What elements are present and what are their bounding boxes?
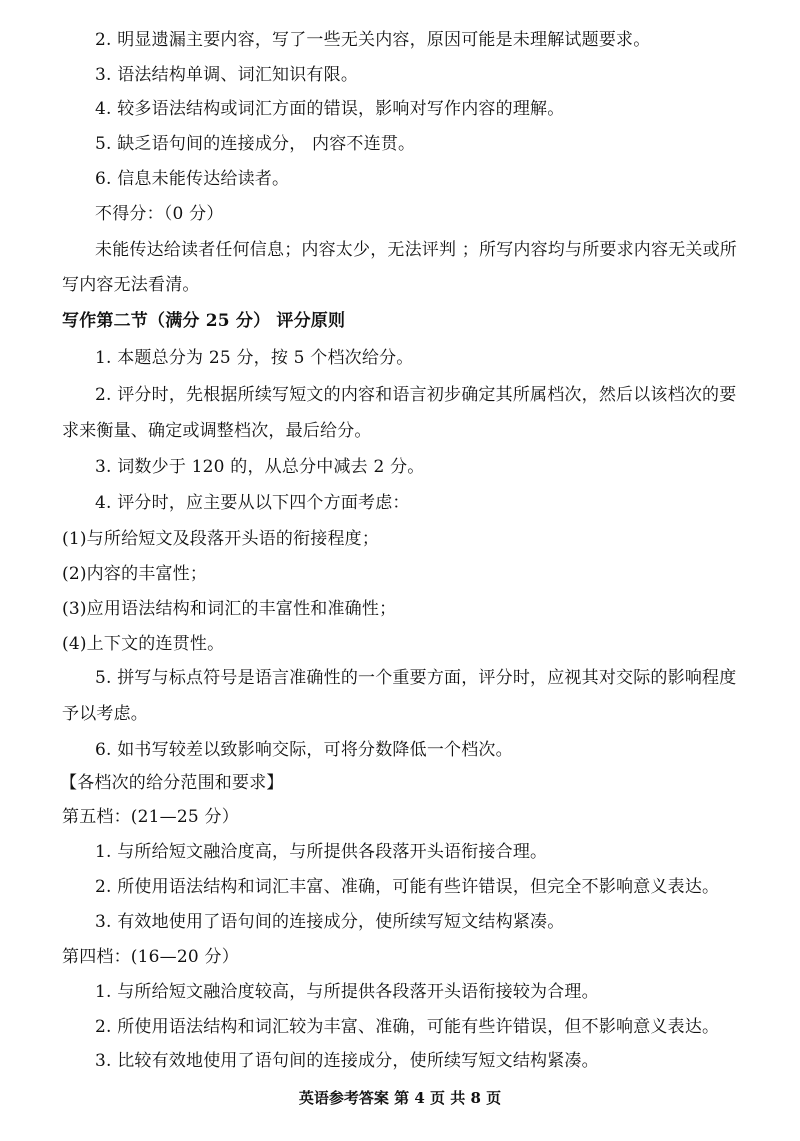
rule-2-line1: 2. 评分时，先根据所续写短文的内容和语言初步确定其所属档次，然后以该档次的要 xyxy=(95,385,737,405)
criteria-item-3: 3. 语法结构单调、词汇知识有限。 xyxy=(95,65,359,85)
band5-item-2: 2. 所使用语法结构和词汇丰富、准确，可能有些许错误，但完全不影响意义表达。 xyxy=(95,877,720,897)
rule-4-sub2: (2)内容的丰富性； xyxy=(62,564,208,584)
criteria-item-6: 6. 信息未能传达给读者。 xyxy=(95,169,290,189)
band5-title: 第五档：(21—25 分） xyxy=(62,807,239,827)
page-footer: 英语参考答案 第 4 页 共 8 页 xyxy=(298,1089,502,1107)
rule-6: 6. 如书写较差以致影响交际，可将分数降低一个档次。 xyxy=(95,740,513,760)
rule-3: 3. 词数少于 120 的，从总分中减去 2 分。 xyxy=(95,457,425,477)
criteria-item-4: 4. 较多语法结构或词汇方面的错误，影响对写作内容的理解。 xyxy=(95,99,565,119)
band5-item-3: 3. 有效地使用了语句间的连接成分，使所续写短文结构紧凑。 xyxy=(95,912,565,932)
band5-item-1: 1. 与所给短文融洽度高，与所提供各段落开头语衔接合理。 xyxy=(95,842,548,862)
band4-item-2: 2. 所使用语法结构和词汇较为丰富、准确，可能有些许错误，但不影响意义表达。 xyxy=(95,1017,720,1037)
band4-item-1: 1. 与所给短文融洽度较高，与所提供各段落开头语衔接较为合理。 xyxy=(95,982,599,1002)
rule-4-sub1: (1)与所给短文及段落开头语的衔接程度； xyxy=(62,529,380,549)
bands-heading: 【各档次的给分范围和要求】 xyxy=(60,773,284,793)
band4-item-3: 3. 比较有效地使用了语句间的连接成分，使所续写短文结构紧凑。 xyxy=(95,1051,599,1071)
criteria-item-5: 5. 缺乏语句间的连接成分， 内容不连贯。 xyxy=(95,134,416,154)
rule-4-sub3: (3)应用语法结构和词汇的丰富性和准确性； xyxy=(62,599,397,619)
rule-5-line1: 5. 拼写与标点符号是语言准确性的一个重要方面，评分时，应视其对交际的影响程度 xyxy=(95,668,737,688)
zero-band-desc-line1: 未能传达给读者任何信息；内容太少，无法评判 ；所写内容均与所要求内容无关或所 xyxy=(95,240,738,260)
rule-2-line2: 求来衡量、确定或调整档次，最后给分。 xyxy=(62,421,372,441)
zero-band-title: 不得分：（0 分） xyxy=(95,204,224,224)
zero-band-desc-line2: 写内容无法看清。 xyxy=(62,275,200,295)
rule-5-line2: 予以考虑。 xyxy=(62,704,148,724)
rule-4: 4. 评分时，应主要从以下四个方面考虑： xyxy=(95,493,410,513)
band4-title: 第四档：(16—20 分） xyxy=(62,947,239,967)
part2-heading: 写作第二节（满分 25 分） 评分原则 xyxy=(62,311,346,331)
rule-4-sub4: (4)上下文的连贯性。 xyxy=(62,634,225,654)
criteria-item-2: 2. 明显遗漏主要内容，写了一些无关内容，原因可能是未理解试题要求。 xyxy=(95,30,651,50)
rule-1: 1. 本题总分为 25 分，按 5 个档次给分。 xyxy=(95,348,414,368)
